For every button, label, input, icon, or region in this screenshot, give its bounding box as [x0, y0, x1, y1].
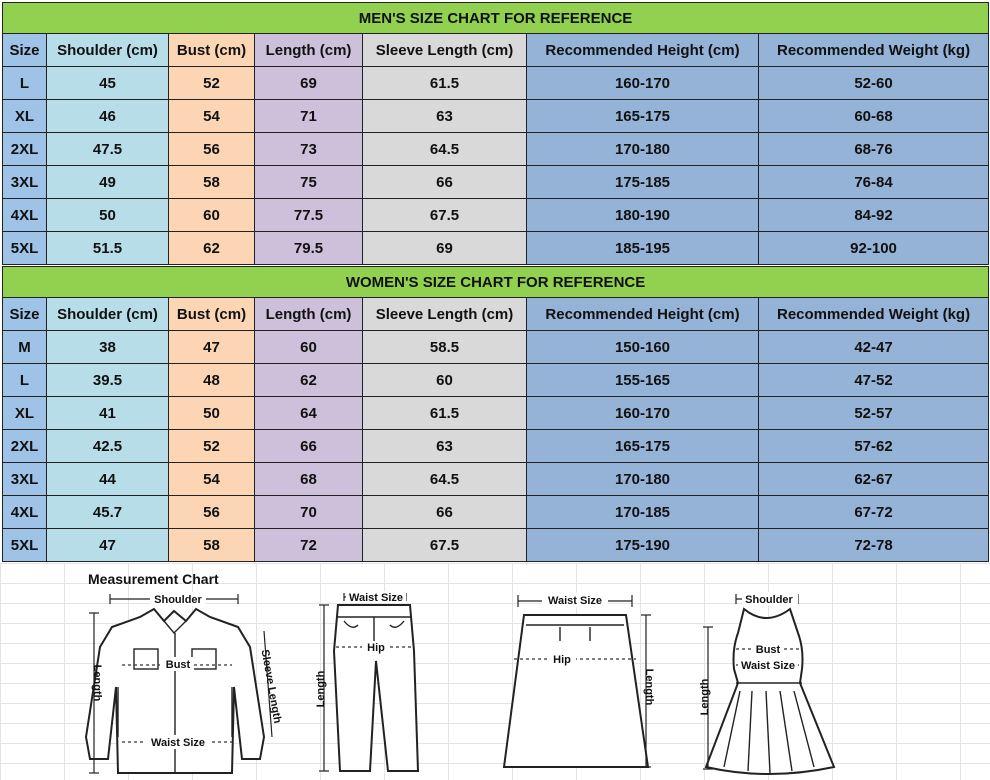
- length-cell: 66: [255, 430, 363, 463]
- column-header-size: Size: [3, 34, 47, 67]
- table-row: [3, 199, 989, 232]
- sleeve-cell: 64.5: [363, 463, 527, 496]
- length-cell: 72: [255, 529, 363, 562]
- shoulder-cell: 45.7: [47, 496, 169, 529]
- weight-cell: 92-100: [759, 232, 989, 265]
- length-cell: 75: [255, 166, 363, 199]
- bust-cell: 56: [169, 133, 255, 166]
- weight-cell: 52-57: [759, 397, 989, 430]
- length-cell: 69: [255, 67, 363, 100]
- height-cell: 170-180: [527, 133, 759, 166]
- height-cell: 175-190: [527, 529, 759, 562]
- shoulder-cell: 49: [47, 166, 169, 199]
- size-cell: 4XL: [3, 496, 47, 529]
- height-cell: 185-195: [527, 232, 759, 265]
- column-header-length: Length (cm): [255, 298, 363, 331]
- sleeve-cell: 61.5: [363, 397, 527, 430]
- dress-shoulder-label: Shoulder: [745, 594, 793, 606]
- sleeve-cell: 69: [363, 232, 527, 265]
- pants-hip-label: Hip: [367, 642, 385, 654]
- length-cell: 62: [255, 364, 363, 397]
- size-cell: 4XL: [3, 199, 47, 232]
- length-cell: 68: [255, 463, 363, 496]
- weight-cell: 47-52: [759, 364, 989, 397]
- shirt-sleeve-label: Sleeve Length: [258, 648, 284, 725]
- men-table-title-row: [3, 3, 989, 34]
- women-table-header-row: [3, 298, 989, 331]
- height-cell: 165-175: [527, 100, 759, 133]
- table-row: [3, 529, 989, 562]
- length-cell: 70: [255, 496, 363, 529]
- weight-cell: 52-60: [759, 67, 989, 100]
- bust-cell: 58: [169, 529, 255, 562]
- shirt-length-label: Length: [91, 664, 103, 702]
- length-cell: 71: [255, 100, 363, 133]
- size-cell: 5XL: [3, 529, 47, 562]
- bust-cell: 52: [169, 430, 255, 463]
- men-table-header-row: [3, 34, 989, 67]
- column-header-shoulder: Shoulder (cm): [47, 34, 169, 67]
- bust-cell: 58: [169, 166, 255, 199]
- height-cell: 170-180: [527, 463, 759, 496]
- weight-cell: 60-68: [759, 100, 989, 133]
- pants-icon: [300, 591, 430, 777]
- column-header-sleeve: Sleeve Length (cm): [363, 298, 527, 331]
- shirt-bust-label: Bust: [165, 659, 191, 671]
- weight-cell: 57-62: [759, 430, 989, 463]
- skirt-hip-label: Hip: [553, 654, 571, 666]
- size-cell: 3XL: [3, 463, 47, 496]
- column-header-bust: Bust (cm): [169, 298, 255, 331]
- bust-cell: 62: [169, 232, 255, 265]
- weight-cell: 67-72: [759, 496, 989, 529]
- bust-cell: 50: [169, 397, 255, 430]
- pants-waist-label: Waist Size: [349, 592, 403, 604]
- table-row: [3, 496, 989, 529]
- shoulder-cell: 39.5: [47, 364, 169, 397]
- shirt-icon: [82, 587, 282, 779]
- weight-cell: 42-47: [759, 331, 989, 364]
- shirt-waist-label: Waist Size: [151, 737, 205, 749]
- size-cell: L: [3, 364, 47, 397]
- height-cell: 165-175: [527, 430, 759, 463]
- pants-length-label: Length: [315, 670, 327, 708]
- table-row: [3, 232, 989, 265]
- women-size-table: [2, 266, 989, 562]
- bust-cell: 47: [169, 331, 255, 364]
- skirt-waist-label: Waist Size: [548, 595, 602, 607]
- length-cell: 64: [255, 397, 363, 430]
- height-cell: 175-185: [527, 166, 759, 199]
- sleeve-cell: 67.5: [363, 529, 527, 562]
- weight-cell: 84-92: [759, 199, 989, 232]
- height-cell: 150-160: [527, 331, 759, 364]
- height-cell: 170-185: [527, 496, 759, 529]
- column-header-weight: Recommended Weight (kg): [759, 34, 989, 67]
- shoulder-cell: 44: [47, 463, 169, 496]
- shoulder-cell: 45: [47, 67, 169, 100]
- length-cell: 73: [255, 133, 363, 166]
- dress-icon: [690, 587, 850, 777]
- bust-cell: 56: [169, 496, 255, 529]
- measurement-chart-title: Measurement Chart: [88, 571, 219, 587]
- bust-cell: 60: [169, 199, 255, 232]
- weight-cell: 62-67: [759, 463, 989, 496]
- sleeve-cell: 58.5: [363, 331, 527, 364]
- dress-bust-label: Bust: [755, 644, 781, 656]
- height-cell: 160-170: [527, 397, 759, 430]
- length-cell: 79.5: [255, 232, 363, 265]
- skirt-icon: [496, 587, 666, 775]
- column-header-bust: Bust (cm): [169, 34, 255, 67]
- bust-cell: 52: [169, 67, 255, 100]
- dress-length-label: Length: [699, 678, 711, 716]
- women-table-title-row: [3, 267, 989, 298]
- shoulder-cell: 42.5: [47, 430, 169, 463]
- bust-cell: 48: [169, 364, 255, 397]
- table-row: [3, 463, 989, 496]
- shoulder-cell: 47: [47, 529, 169, 562]
- column-header-height: Recommended Height (cm): [527, 298, 759, 331]
- size-cell: M: [3, 331, 47, 364]
- dress-waist-label: Waist Size: [741, 660, 795, 672]
- shoulder-cell: 41: [47, 397, 169, 430]
- table-row: [3, 331, 989, 364]
- shoulder-cell: 38: [47, 331, 169, 364]
- bust-cell: 54: [169, 463, 255, 496]
- height-cell: 160-170: [527, 67, 759, 100]
- length-cell: 60: [255, 331, 363, 364]
- measurement-chart: [0, 563, 990, 780]
- weight-cell: 76-84: [759, 166, 989, 199]
- column-header-length: Length (cm): [255, 34, 363, 67]
- size-cell: 3XL: [3, 166, 47, 199]
- sleeve-cell: 63: [363, 100, 527, 133]
- table-row: [3, 397, 989, 430]
- size-cell: XL: [3, 397, 47, 430]
- weight-cell: 72-78: [759, 529, 989, 562]
- column-header-size: Size: [3, 298, 47, 331]
- size-cell: 2XL: [3, 133, 47, 166]
- size-cell: L: [3, 67, 47, 100]
- height-cell: 180-190: [527, 199, 759, 232]
- skirt-length-label: Length: [643, 668, 655, 706]
- sleeve-cell: 60: [363, 364, 527, 397]
- sleeve-cell: 66: [363, 166, 527, 199]
- shoulder-cell: 46: [47, 100, 169, 133]
- size-cell: 5XL: [3, 232, 47, 265]
- men-table-title: MEN'S SIZE CHART FOR REFERENCE: [3, 3, 989, 34]
- table-row: [3, 364, 989, 397]
- length-cell: 77.5: [255, 199, 363, 232]
- shoulder-cell: 51.5: [47, 232, 169, 265]
- weight-cell: 68-76: [759, 133, 989, 166]
- size-cell: 2XL: [3, 430, 47, 463]
- column-header-weight: Recommended Weight (kg): [759, 298, 989, 331]
- sleeve-cell: 67.5: [363, 199, 527, 232]
- column-header-shoulder: Shoulder (cm): [47, 298, 169, 331]
- column-header-height: Recommended Height (cm): [527, 34, 759, 67]
- shoulder-cell: 50: [47, 199, 169, 232]
- table-row: [3, 430, 989, 463]
- shirt-shoulder-label: Shoulder: [154, 594, 202, 606]
- sleeve-cell: 66: [363, 496, 527, 529]
- table-row: [3, 166, 989, 199]
- sleeve-cell: 63: [363, 430, 527, 463]
- sleeve-cell: 64.5: [363, 133, 527, 166]
- column-header-sleeve: Sleeve Length (cm): [363, 34, 527, 67]
- table-row: [3, 133, 989, 166]
- men-size-table: [2, 2, 989, 265]
- size-cell: XL: [3, 100, 47, 133]
- shoulder-cell: 47.5: [47, 133, 169, 166]
- table-row: [3, 67, 989, 100]
- height-cell: 155-165: [527, 364, 759, 397]
- women-table-title: WOMEN'S SIZE CHART FOR REFERENCE: [3, 267, 989, 298]
- table-row: [3, 100, 989, 133]
- bust-cell: 54: [169, 100, 255, 133]
- sleeve-cell: 61.5: [363, 67, 527, 100]
